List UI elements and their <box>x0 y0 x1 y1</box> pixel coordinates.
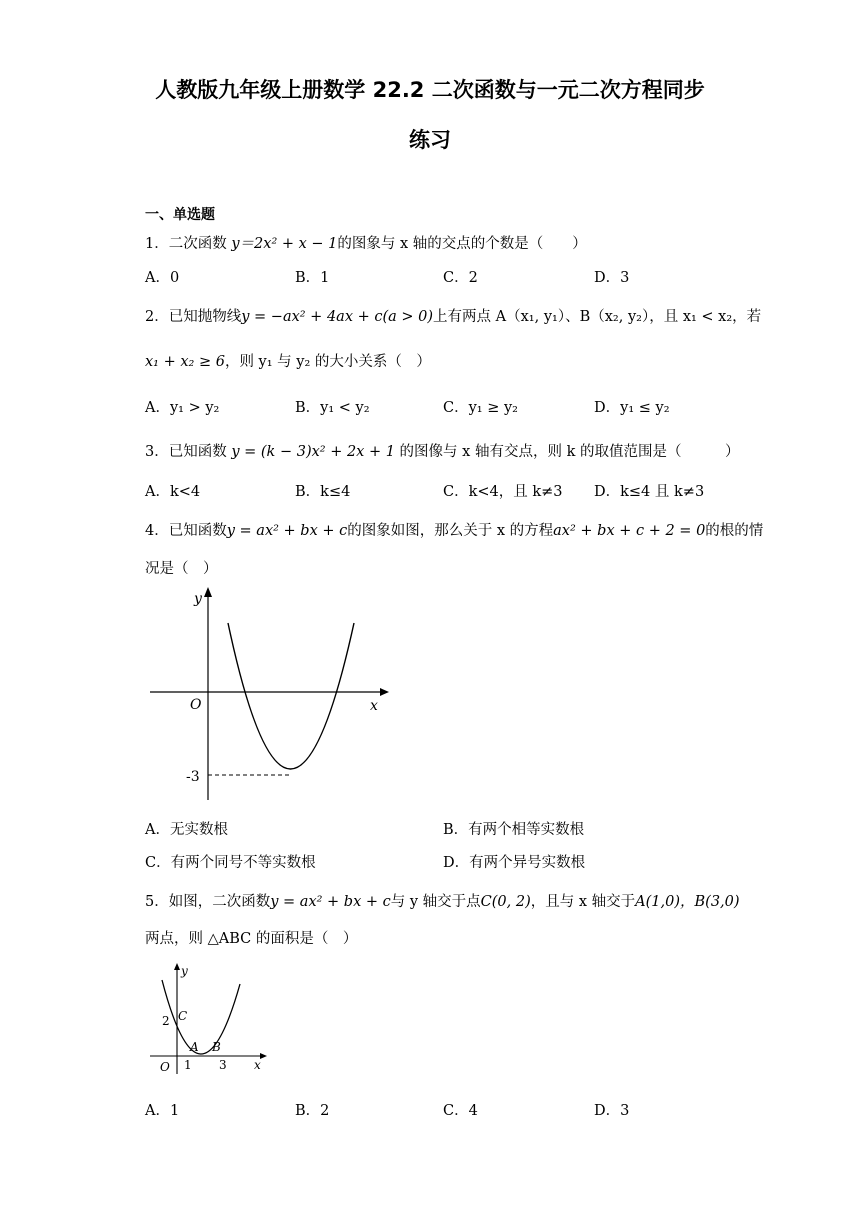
q3-option-a[interactable]: A．k<4 <box>145 484 201 500</box>
q4-option-a[interactable]: A．无实数根 <box>145 822 228 838</box>
q3-option-d[interactable]: D．k≤4 且 k≠3 <box>594 484 705 500</box>
q2-option-c[interactable]: C．y₁ ≥ y₂ <box>443 400 518 416</box>
question-3 <box>145 440 739 461</box>
question-number: 5． <box>145 894 169 910</box>
q2-option-a[interactable]: A．y₁ > y₂ <box>145 400 220 416</box>
question-number: 2． <box>145 309 169 325</box>
y-axis-label: y <box>194 591 202 607</box>
x-axis-label: x <box>254 1058 261 1072</box>
question-text: 与 y 轴交于点 <box>390 894 481 910</box>
parabola-curve <box>228 623 354 769</box>
origin-label: O <box>190 697 202 713</box>
x-axis-arrow-icon <box>260 1053 267 1059</box>
question-text: 已知函数 <box>168 523 227 539</box>
formula: x₁ + x₂ ≥ 6 <box>145 354 225 370</box>
point-c-label: C <box>178 1009 188 1023</box>
formula: y = ax² + bx + c <box>226 523 348 539</box>
q3-option-b[interactable]: B．k≤4 <box>295 484 351 500</box>
point-b-label: B <box>212 1040 221 1054</box>
question-text: 已知函数 <box>168 444 232 460</box>
q1-option-b[interactable]: B．1 <box>295 270 330 286</box>
y-axis-arrow-icon <box>174 963 180 970</box>
question-number: 3． <box>145 444 169 460</box>
question-text: 的根的情 <box>705 523 764 539</box>
question-number: 4． <box>145 523 169 539</box>
question-5-line2: 两点，则 △ABC 的面积是（ ） <box>145 931 358 947</box>
q4-option-c[interactable]: C．有两个同号不等实数根 <box>145 855 316 871</box>
doc-title-line2: 练习 <box>409 128 451 152</box>
formula: y＝2x² + x − 1 <box>231 236 338 252</box>
x-value-label-3: 3 <box>219 1058 227 1072</box>
question-text: ，且与 x 轴交于 <box>530 894 636 910</box>
question-text: 上有两点 A（x₁, y₁）、B（x₂, y₂），且 x₁ < x₂，若 <box>433 309 762 325</box>
question-text: 的图象如图，那么关于 x 的方程 <box>347 523 554 539</box>
q5-option-d[interactable]: D．3 <box>594 1103 630 1119</box>
y-value-label-2: 2 <box>162 1014 170 1028</box>
y-axis-arrow-icon <box>204 587 212 597</box>
formula: y = −ax² + 4ax + c(a > 0) <box>241 309 434 325</box>
y-axis-label: y <box>181 964 188 978</box>
parabola-curve <box>162 980 240 1054</box>
q3-option-c[interactable]: C．k<4，且 k≠3 <box>443 484 563 500</box>
q1-option-c[interactable]: C．2 <box>443 270 478 286</box>
question-text: 二次函数 <box>168 236 232 252</box>
formula: y = (k − 3)x² + 2x + 1 <box>231 444 395 460</box>
question-4-line2: 况是（ ） <box>145 561 218 577</box>
x-value-label-1: 1 <box>184 1058 192 1072</box>
q2-option-d[interactable]: D．y₁ ≤ y₂ <box>594 400 670 416</box>
q4-option-b[interactable]: B．有两个相等实数根 <box>443 822 585 838</box>
section-heading: 一、单选题 <box>145 207 215 223</box>
formula: A(1,0)，B(3,0) <box>635 894 740 910</box>
question-1 <box>145 232 587 253</box>
q4-option-d[interactable]: D．有两个异号实数根 <box>443 855 586 871</box>
doc-title-line1: 人教版九年级上册数学 22.2 二次函数与一元二次方程同步 <box>155 78 705 102</box>
q1-option-a[interactable]: A．0 <box>145 270 180 286</box>
question-text: 的图像与 x 轴有交点，则 k 的取值范围是（ ） <box>394 444 740 460</box>
q5-option-c[interactable]: C．4 <box>443 1103 478 1119</box>
q1-option-d[interactable]: D．3 <box>594 270 630 286</box>
x-axis-arrow-icon <box>380 688 389 696</box>
q5-parabola-graph <box>148 962 273 1077</box>
x-axis-label: x <box>370 698 378 714</box>
q4-parabola-graph <box>140 585 390 810</box>
question-4-line1 <box>145 519 763 540</box>
question-text: 已知抛物线 <box>168 309 242 325</box>
min-value-label: -3 <box>186 769 200 785</box>
question-number: 1． <box>145 236 169 252</box>
origin-label: O <box>160 1060 170 1074</box>
formula: y = ax² + bx + c <box>270 894 391 910</box>
question-2-line2 <box>145 350 431 371</box>
question-text: 如图，二次函数 <box>168 894 271 910</box>
question-2-line1 <box>145 305 761 326</box>
question-text: 的图象与 x 轴的交点的个数是（ ） <box>337 236 587 252</box>
question-5-line1 <box>145 890 740 911</box>
point-a-label: A <box>190 1040 199 1054</box>
formula: C(0, 2) <box>480 894 531 910</box>
q5-option-b[interactable]: B．2 <box>295 1103 330 1119</box>
q5-option-a[interactable]: A．1 <box>145 1103 180 1119</box>
formula: ax² + bx + c + 2 = 0 <box>553 523 706 539</box>
question-text: ，则 y₁ 与 y₂ 的大小关系（ ） <box>224 354 431 370</box>
q2-option-b[interactable]: B．y₁ < y₂ <box>295 400 370 416</box>
